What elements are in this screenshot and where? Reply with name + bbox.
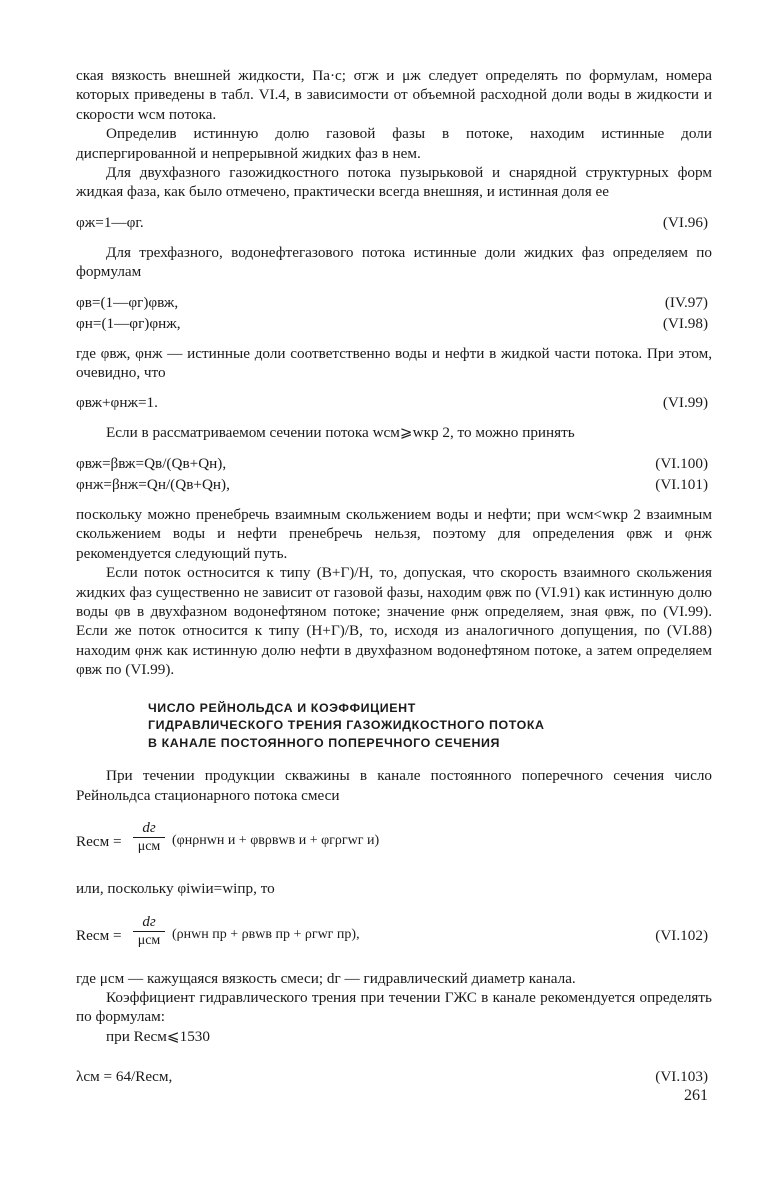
- page-content: [76, 66, 712, 1109]
- equation-vi98: φн=(1—φг)φнж, (VI.98): [76, 314, 708, 332]
- paragraph: где μсм — кажущаяся вязкость смеси; dг — гидравлический диаметр канала.: [76, 969, 576, 987]
- equation-vi103: λсм = 64/Reсм, (VI.103): [76, 1068, 708, 1086]
- equation-number: (VI.98): [662, 314, 708, 332]
- equation-vi99: φвж+φнж=1. (VI.99): [76, 394, 708, 412]
- equation-reynolds: Reсм = dг μсм (φнρнwн и + φвρвwв и + φгρгwг и): [76, 820, 380, 855]
- paragraph: Коэффициент гидравлического трения при течении ГЖС в канале рекомендуется определять по формулам:: [76, 988, 712, 1026]
- paragraph: Определив истинную долю газовой фазы в потоке, находим истинные доли диспергированной и непрерывной жидких фаз в нем.: [76, 125, 712, 162]
- paragraph: где φвж, φнж — истинные доли соответственно воды и нефти в жидкой части потока. При этом, очевидно, что: [76, 344, 712, 382]
- paragraph: при Reсм⩽1530: [106, 1027, 210, 1045]
- equation-number: (VI.99): [662, 394, 708, 412]
- paragraph: или, поскольку φiwiи=wiпр, то: [76, 880, 275, 898]
- equation-vi101: φнж=βнж=Qн/(Qв+Qн), (VI.101): [76, 475, 708, 493]
- page-number: 261: [684, 1087, 708, 1105]
- equation-number: (VI.100): [655, 454, 708, 472]
- section-heading: ЧИСЛО РЕЙНОЛЬДСА И КОЭФФИЦИЕНТ ГИДРАВЛИЧЕСКОГО ТРЕНИЯ ГАЗОЖИДКОСТНОГО ПОТОКА В КАНАЛЕ ПОСТОЯННОГО ПОПЕРЕЧНОГО СЕЧЕНИЯ: [148, 700, 545, 750]
- paragraph: Если в рассматриваемом сечении потока wсм⩾wкр 2, то можно принять: [106, 424, 575, 442]
- paragraph: ская вязкость внешней жидкости, Па·с; σгж и μж следует определять по формулам, номера которых приведены в табл. VI.4, в зависимости от объемной расходной доли воды в жидкости и скорости wсм потока.: [76, 67, 712, 123]
- fraction: dг μсм: [132, 913, 166, 950]
- paragraph: Для двухфазного газожидкостного потока пузырьковой и снарядной структурных форм жидкая фаза, как было отмечено, практически всегда внешняя, и истинная доля ее: [76, 164, 712, 201]
- equation-vi102: Reсм = dг μсм (ρнwн пр + ρвwв пр + ρгwг пр), (VI.102): [76, 913, 708, 948]
- equation-number: (VI.103): [655, 1068, 708, 1086]
- equation-iv97: φв=(1—φг)φвж, (IV.97): [76, 293, 708, 311]
- paragraph: поскольку можно пренебречь взаимным скольжением воды и нефти; при wсм<wкр 2 взаимным скольжением воды и нефти пренебречь нельзя, поэтому для определения φвж и φнж рекомендуется следующий путь.: [76, 505, 712, 562]
- equation-number: (VI.96): [662, 213, 708, 231]
- equation-number: (IV.97): [664, 293, 708, 311]
- equation-number: (VI.101): [655, 475, 708, 493]
- fraction: dг μсм: [132, 819, 166, 856]
- equation-vi96: φж=1—φг. (VI.96): [76, 213, 708, 231]
- equation-number: (VI.102): [655, 926, 708, 944]
- equation-vi100: φвж=βвж=Qв/(Qв+Qн), (VI.100): [76, 454, 708, 472]
- paragraph: Если поток остносится к типу (В+Г)/Н, то, допуская, что скорость взаимного скольжения жидких фаз существенно не зависит от газовой фазы, находим φвж по (VI.91) как истинную долю воды φв в двухфазном водонефтяном потоке; значение φнж определяем, зная φвж, по (VI.99). Если же поток относится к типу (Н+Г)/В, то, исходя из аналогичного допущения, по (VI.88) находим φнж как истинную долю нефти в двухфазном водонефтяном потоке, а затем определяем φвж по (VI.99).: [76, 564, 712, 679]
- paragraph: Для трехфазного, водонефтегазового потока истинные доли жидких фаз определяем по формулам: [76, 243, 712, 281]
- paragraph: При течении продукции скважины в канале постоянного поперечного сечения число Рейнольдса стационарного потока смеси: [76, 767, 712, 804]
